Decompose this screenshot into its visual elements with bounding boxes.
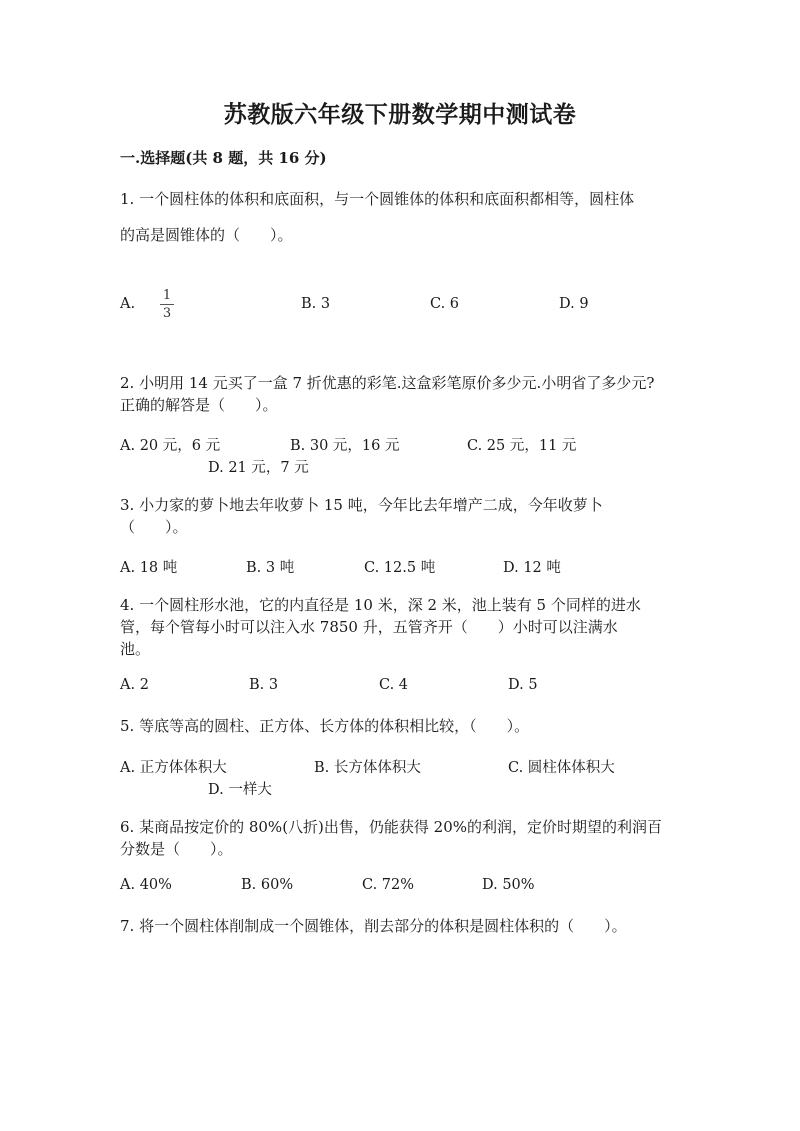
question-3-option-a: A. 18 吨	[120, 560, 178, 576]
question-2-line-2: 正确的解答是（ ）。	[120, 396, 278, 414]
question-4-option-b: B. 3	[249, 677, 279, 693]
question-4-line-1: 4. 一个圆柱形水池，它的内直径是 10 米，深 2 米，池上装有 5 个同样的进水	[120, 596, 641, 614]
question-5-option-c: C. 圆柱体体积大	[508, 760, 615, 776]
question-2-option-c: C. 25 元，11 元	[467, 438, 577, 454]
question-5-option-d: D. 一样大	[208, 782, 272, 798]
question-2-option-a: A. 20 元，6 元	[120, 438, 221, 454]
question-1-line-2: 的高是圆锥体的（ ）。	[120, 226, 293, 244]
page-title: 苏教版六年级下册数学期中测试卷	[223, 101, 577, 128]
question-4-line-2: 管，每个管每小时可以注入水 7850 升，五管齐开（ ）小时可以注满水	[120, 618, 618, 636]
question-3-option-b: B. 3 吨	[246, 560, 295, 576]
question-6-option-d: D. 50%	[482, 877, 535, 893]
fraction-bar	[160, 304, 174, 305]
question-5-option-b: B. 长方体体积大	[314, 760, 421, 776]
question-1-line-1: 1. 一个圆柱体的体积和底面积，与一个圆锥体的体积和底面积都相等，圆柱体	[120, 190, 635, 208]
question-1-option-b: B. 3	[301, 296, 331, 312]
question-1-option-a: A.	[120, 296, 136, 312]
question-4-option-a: A. 2	[120, 677, 149, 693]
question-5-line-1: 5. 等底等高的圆柱、正方体、长方体的体积相比较，（ ）。	[120, 717, 530, 735]
question-3-option-d: D. 12 吨	[503, 560, 561, 576]
question-4-option-c: C. 4	[379, 677, 409, 693]
fraction-denominator: 3	[162, 306, 172, 321]
question-6-option-c: C. 72%	[362, 877, 415, 893]
question-4-line-3: 池。	[120, 640, 151, 658]
question-3-option-c: C. 12.5 吨	[364, 560, 436, 576]
question-1-option-d: D. 9	[559, 296, 589, 312]
question-5-option-a: A. 正方体体积大	[120, 760, 227, 776]
question-3-line-2: （ ）。	[120, 518, 188, 536]
fraction-one-third	[160, 288, 174, 321]
question-2-option-b: B. 30 元，16 元	[290, 438, 400, 454]
question-6-option-a: A. 40%	[120, 877, 172, 893]
question-4-option-d: D. 5	[508, 677, 538, 693]
question-2-option-d: D. 21 元，7 元	[208, 460, 309, 476]
question-6-line-2: 分数是（ ）。	[120, 840, 233, 858]
section-heading: 一.选择题(共 8 题，共 16 分)	[120, 149, 327, 167]
question-6-option-b: B. 60%	[241, 877, 294, 893]
question-3-line-1: 3. 小力家的萝卜地去年收萝卜 15 吨，今年比去年增产二成，今年收萝卜	[120, 496, 603, 514]
question-2-line-1: 2. 小明用 14 元买了一盒 7 折优惠的彩笔.这盒彩笔原价多少元.小明省了多少元?	[120, 374, 655, 392]
fraction-numerator: 1	[162, 288, 172, 303]
question-7-line-1: 7. 将一个圆柱体削制成一个圆锥体，削去部分的体积是圆柱体积的（ ）。	[120, 917, 627, 935]
question-1-option-c: C. 6	[430, 296, 460, 312]
question-6-line-1: 6. 某商品按定价的 80%(八折)出售，仍能获得 20%的利润，定价时期望的利润百	[120, 818, 663, 836]
